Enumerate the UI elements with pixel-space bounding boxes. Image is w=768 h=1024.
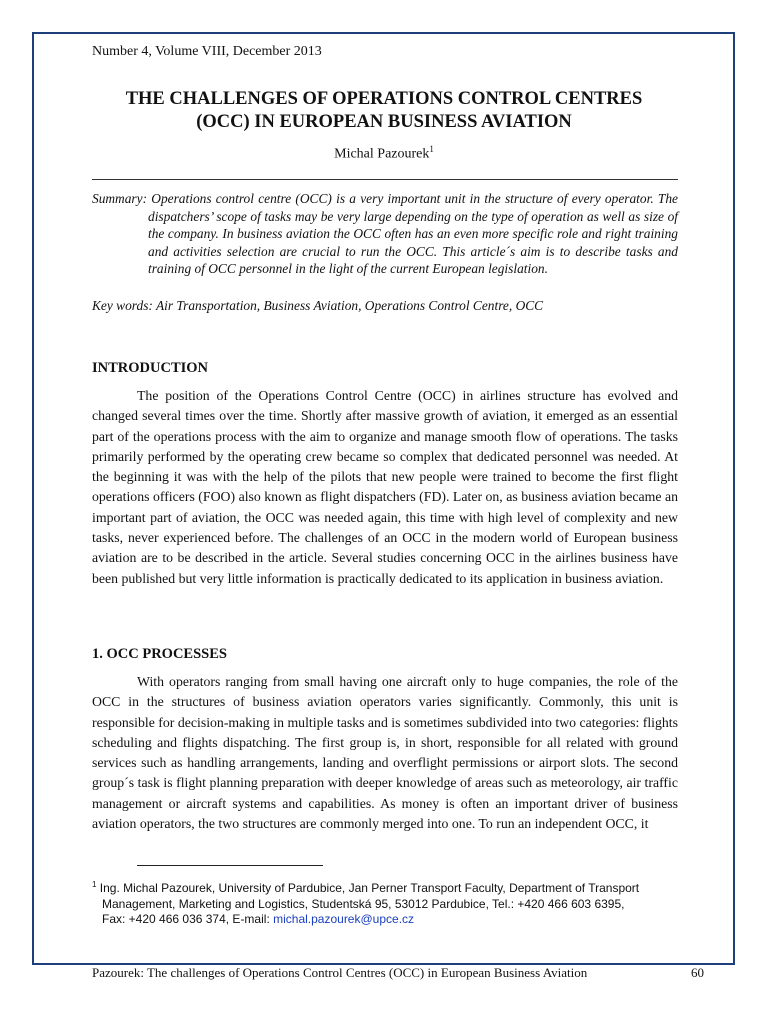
footnote xyxy=(92,877,682,928)
title-line-1: THE CHALLENGES OF OPERATIONS CONTROL CENTRES xyxy=(125,89,643,109)
intro-heading: INTRODUCTION xyxy=(92,360,209,376)
article-title xyxy=(70,88,698,134)
abstract-divider xyxy=(92,179,678,180)
title-line-2: (OCC) IN EUROPEAN BUSINESS AVIATION xyxy=(196,112,572,132)
section1-heading: 1. OCC PROCESSES xyxy=(92,646,227,662)
email-link[interactable]: michal.pazourek@upce.cz xyxy=(273,912,415,926)
page-footer xyxy=(92,965,704,981)
running-title: Pazourek: The challenges of Operations Control Centres (OCC) in European Business Aviation xyxy=(92,965,588,980)
footnote-line-2: Management, Marketing and Logistics, Studentská 95, 53012 Pardubice, Tel.: +420 466 603 6395, xyxy=(102,896,625,911)
keywords-text: Key words: Air Transportation, Business Aviation, Operations Control Centre, OCC xyxy=(92,298,544,313)
footnote-divider xyxy=(137,865,323,866)
author-name: Michal Pazourek xyxy=(334,146,430,162)
summary-text: Summary: Operations control centre (OCC) is a very important unit in the structure of every operator. The dispatchers’ scope of tasks may be very large depending on the type of operation as well as size of the company. In business aviation the OCC often has an even more specific role and right training and activities selection are crucial to run the OCC. This article´s aim is to describe tasks and training of OCC personnel in the light of the current European legislation. xyxy=(92,191,678,276)
author-line xyxy=(70,144,698,163)
intro-paragraph: The position of the Operations Control Centre (OCC) in airlines structure has evolved and changed several times over the time. Shortly after massive growth of aviation, it emerged as an essential part of the operations process with the aim to organize and manage smooth flow of operations. The tasks primarily performed by the operating crew became so complex that dedicated personnel was needed. At the beginning it was with the help of the pilots that new people were trained to become the first flight operations officers (FOO) also known as flight dispatchers (FD). Later on, as business aviation became an important part of aviation, the OCC was needed again, this time with high level of complexity and new tasks, never experienced before. The challenges of an OCC in the modern world of European business aviation are to be described in the article. Several studies concerning OCC in the airlines business have been published but very little information is practically dedicated to its application in business aviation. xyxy=(92,388,678,586)
page-number: 60 xyxy=(691,965,704,980)
footnote-line-3: Fax: +420 466 036 374, E-mail: michal.pazourek@upce.cz xyxy=(102,912,415,926)
author-footnote-mark: 1 xyxy=(429,144,434,154)
footnote-mark: 1 xyxy=(92,880,97,889)
issue-line: Number 4, Volume VIII, December 2013 xyxy=(92,44,322,59)
section1-paragraph: With operators ranging from small having one aircraft only to huge companies, the role of the OCC in the structures of business aviation operators varies significantly. Commonly, this unit is responsible for decision-making in multiple tasks and is sometimes subdivided into two categories: flights scheduling and flights dispatching. The first group is, in short, responsible for all related with ground services such as handling arrangements, landing and overflight permissions or airport slots. The second group´s task is flight planning preparation with deeper knowledge of areas such as meteorology, air traffic management or aircraft systems and capabilities. As money is often an important driver of business aviation operators, the two structures are commonly merged into one. To run an independent OCC, it xyxy=(92,674,678,832)
footnote-line-1: $^1$ Ing. Michal Pazourek, University of Pardubice, Jan Perner Transport Faculty, Department of Transport xyxy=(92,880,640,895)
